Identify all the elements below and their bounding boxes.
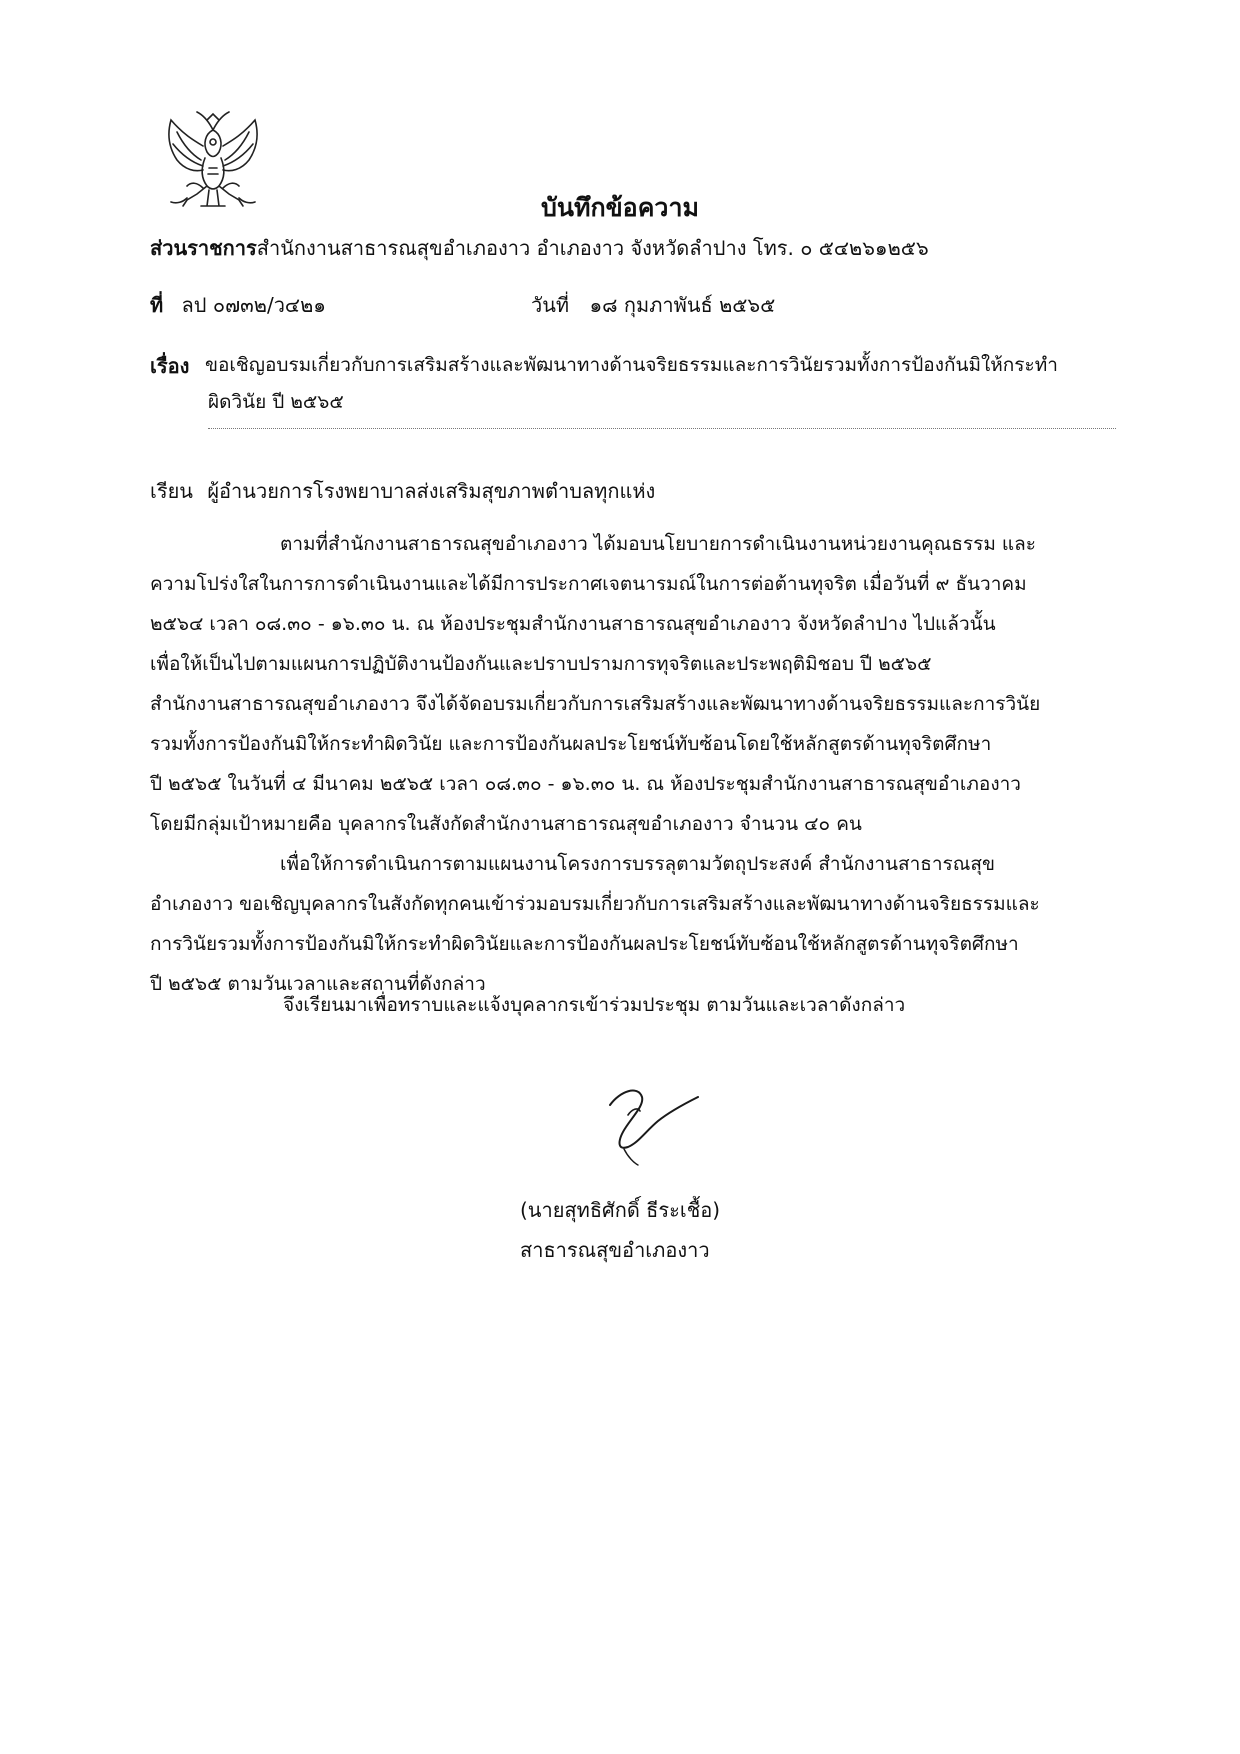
- addressee-value: ผู้อำนวยการโรงพยาบาลส่งเสริมสุขภาพตำบลทุกแห่ง: [207, 479, 656, 503]
- subject-line-2: ผิดวินัย ปี ๒๕๖๕: [208, 391, 344, 413]
- body-line: ปี ๒๕๖๕ ในวันที่ ๔ มีนาคม ๒๕๖๕ เวลา ๐๘.๓๐ - ๑๖.๓๐ น. ณ ห้องประชุมสำนักงานสาธารณสุขอำเภองาว: [150, 773, 1021, 795]
- signatory-position: สาธารณสุขอำเภองาว: [520, 1238, 710, 1262]
- addressee-label: เรียน: [150, 479, 193, 503]
- body-line: โดยมีกลุ่มเป้าหมายคือ บุคลากรในสังกัดสำนักงานสาธารณสุขอำเภองาว จำนวน ๔๐ คน: [150, 813, 862, 835]
- body-line: ตามที่สำนักงานสาธารณสุขอำเภองาว ได้มอบนโยบายการดำเนินงานหน่วยงานคุณธรรม และ: [280, 533, 1036, 555]
- body-line: สำนักงานสาธารณสุขอำเภองาว จึงได้จัดอบรมเกี่ยวกับการเสริมสร้างและพัฒนาทางด้านจริยธรรมและการวินัย: [150, 693, 1041, 715]
- date-label: วันที่: [531, 293, 570, 317]
- body-line: เพื่อให้การดำเนินการตามแผนงานโครงการบรรลุตามวัตถุประสงค์ สำนักงานสาธารณสุข: [280, 853, 995, 875]
- body-line: ความโปร่งใสในการการดำเนินงานและได้มีการประกาศเจตนารมณ์ในการต่อต้านทุจริต เมื่อวันที่ ๙ ธันวาคม: [150, 573, 1027, 595]
- reference-number: ลป ๐๗๓๒/ว๔๒๑: [181, 293, 326, 317]
- body-line: อำเภองาว ขอเชิญบุคลากรในสังกัดทุกคนเข้าร่วมอบรมเกี่ยวกับการเสริมสร้างและพัฒนาทางด้านจริยธรรมและ: [150, 893, 1040, 915]
- subject-label: เรื่อง: [150, 354, 190, 378]
- body-line: เพื่อให้เป็นไปตามแผนการปฏิบัติงานป้องกันและปราบปรามการทุจริตและประพฤติมิชอบ ปี ๒๕๖๕: [150, 653, 932, 675]
- handwritten-signature: [598, 1075, 708, 1170]
- body-paragraph-2: [150, 844, 1118, 1004]
- agency-value: สำนักงานสาธารณสุขอำเภองาว อำเภองาว จังหวัดลำปาง โทร. ๐ ๕๔๒๖๑๒๕๖: [256, 236, 929, 260]
- body-line: ๒๕๖๔ เวลา ๐๘.๓๐ - ๑๖.๓๐ น. ณ ห้องประชุมสำนักงานสาธารณสุขอำเภองาว จังหวัดลำปาง ไปแล้วนั้น: [150, 613, 996, 635]
- body-paragraph-1: [150, 524, 1118, 844]
- body-line: รวมทั้งการป้องกันมิให้กระทำผิดวินัย และการป้องกันผลประโยชน์ทับซ้อนโดยใช้หลักสูตรด้านทุจริตศึกษา: [150, 733, 992, 755]
- memo-title: บันทึกข้อความ: [541, 193, 699, 222]
- date-value: ๑๘ กุมภาพันธ์ ๒๕๖๕: [589, 293, 776, 317]
- closing-line: จึงเรียนมาเพื่อทราบและแจ้งบุคลากรเข้าร่วมประชุม ตามวันและเวลาดังกล่าว: [283, 994, 906, 1016]
- addressee-line: [150, 475, 655, 507]
- body-line: ปี ๒๕๖๕ ตามวันเวลาและสถานที่ดังกล่าว: [150, 973, 486, 995]
- signatory-name: (นายสุทธิศักดิ์ ธีระเชื้อ): [520, 1198, 721, 1222]
- agency-label: ส่วนราชการ: [150, 236, 257, 260]
- body-line: การวินัยรวมทั้งการป้องกันมิให้กระทำผิดวินัยและการป้องกันผลประโยชน์ทับซ้อนใช้หลักสูตรด้านทุจริตศึกษา: [150, 933, 1019, 955]
- reference-label: ที่: [150, 293, 164, 317]
- agency-line: [150, 232, 929, 264]
- subject-line-1: ขอเชิญอบรมเกี่ยวกับการเสริมสร้างและพัฒนาทางด้านจริยธรรมและการวินัยรวมทั้งการป้องกันมิให้กระทำ: [205, 354, 1058, 376]
- subject-divider: [208, 428, 1116, 429]
- date-line: [531, 289, 775, 321]
- reference-line: [150, 289, 326, 321]
